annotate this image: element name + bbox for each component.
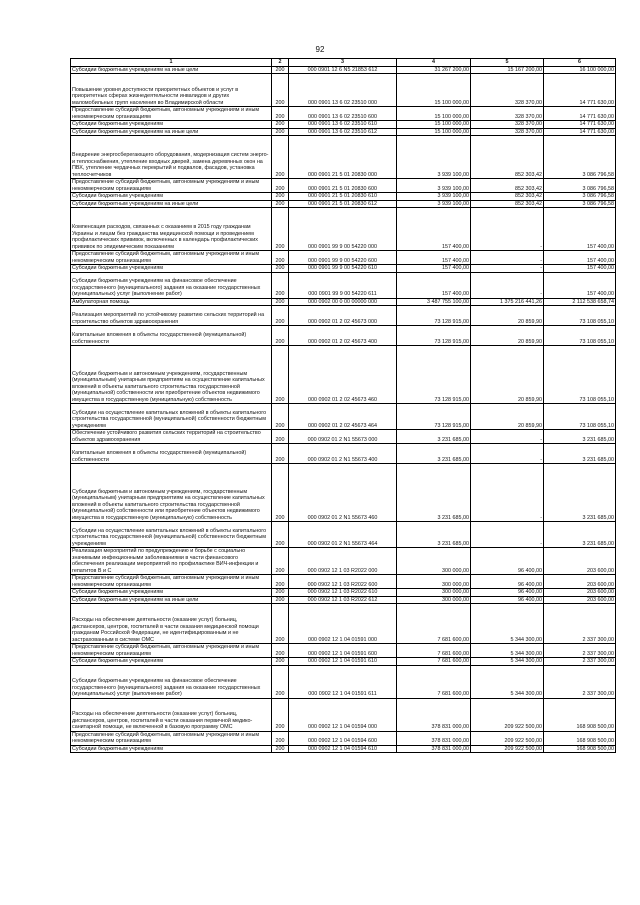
row-code: 200 (272, 575, 289, 589)
row-approved-amount: 300 000,00 (397, 575, 471, 589)
table-row (71, 698, 616, 731)
row-executed-amount: 852 303,42 (471, 179, 544, 193)
row-classification-code: 000 0902 01 2 N1 55673 000 (289, 430, 397, 444)
row-executed-amount: - (471, 265, 544, 273)
row-remaining-amount: 3 086 796,58 (544, 193, 616, 201)
row-remaining-amount: 73 108 055,10 (544, 346, 616, 404)
row-code: 200 (272, 698, 289, 731)
row-code: 200 (272, 644, 289, 658)
row-code: 200 (272, 128, 289, 136)
row-approved-amount: 300 000,00 (397, 596, 471, 604)
column-number: 6 (544, 59, 616, 67)
row-remaining-amount: 203 600,00 (544, 596, 616, 604)
table-row (71, 596, 616, 604)
row-remaining-amount: 3 231 685,00 (544, 522, 616, 548)
row-description: Предоставление субсидий бюджетным, автономным учреждениям и иным некоммерческим организациям (71, 251, 272, 265)
table-row (71, 644, 616, 658)
row-remaining-amount: 73 108 055,10 (544, 404, 616, 430)
row-description: Субсидии бюджетным учреждениям на финансовое обеспечение государственного (муниципального) задания на оказание государственных (муниципальных) услуг (выполнение работ) (71, 665, 272, 698)
table-row (71, 404, 616, 430)
row-approved-amount: 157 400,00 (397, 272, 471, 298)
row-remaining-amount: 2 337 300,00 (544, 644, 616, 658)
table-row (71, 107, 616, 121)
table-row (71, 179, 616, 193)
row-description: Субсидии бюджетным учреждениям на иные цели (71, 128, 272, 136)
row-approved-amount: 73 128 915,00 (397, 346, 471, 404)
row-executed-amount: - (471, 272, 544, 298)
row-classification-code: 000 0902 01 2 02 45673 460 (289, 346, 397, 404)
row-code: 200 (272, 596, 289, 604)
row-approved-amount: 3 939 100,00 (397, 193, 471, 201)
row-classification-code: 000 0902 01 2 N1 55673 464 (289, 522, 397, 548)
table-row (71, 128, 616, 136)
row-executed-amount: 96 400,00 (471, 596, 544, 604)
row-description: Амбулаторная помощь (71, 298, 272, 306)
row-executed-amount: - (471, 464, 544, 522)
row-remaining-amount: 2 337 300,00 (544, 604, 616, 644)
table-row (71, 346, 616, 404)
row-approved-amount: 3 231 685,00 (397, 444, 471, 464)
row-classification-code: 000 0902 12 1 03 R2022 600 (289, 575, 397, 589)
row-code: 200 (272, 74, 289, 107)
row-approved-amount: 3 939 100,00 (397, 200, 471, 208)
row-remaining-amount: 14 771 630,00 (544, 121, 616, 129)
row-description: Повышение уровня доступности приоритетных объектов и услуг в приоритетных сферах жизнедеятельности инвалидов и других маломобильных групп населения во Владимирской области (71, 74, 272, 107)
row-remaining-amount: 203 600,00 (544, 589, 616, 597)
row-executed-amount: 20 859,90 (471, 306, 544, 326)
table-row (71, 66, 616, 74)
row-approved-amount: 3 939 100,00 (397, 179, 471, 193)
row-classification-code: 000 0902 01 2 02 45673 000 (289, 306, 397, 326)
column-number: 2 (272, 59, 289, 67)
table-row (71, 272, 616, 298)
table-row (71, 548, 616, 575)
row-executed-amount: - (471, 430, 544, 444)
row-description: Субсидии на осуществление капитальных вложений в объекты капитального строительства государственной (муниципальной) собственности бюджетным учреждениям (71, 522, 272, 548)
table-row (71, 251, 616, 265)
row-classification-code: 000 0901 21 5 01 20830 610 (289, 193, 397, 201)
row-code: 200 (272, 107, 289, 121)
row-executed-amount: - (471, 522, 544, 548)
row-description: Обеспечение устойчивого развития сельских территорий на строительство объектов здравоохранения (71, 430, 272, 444)
row-description: Реализация мероприятий по устойчивому развитию сельских территорий на строительство объектов здравоохранения (71, 306, 272, 326)
row-remaining-amount: 157 400,00 (544, 272, 616, 298)
row-classification-code: 000 0901 21 5 01 20830 612 (289, 200, 397, 208)
row-description: Предоставление субсидий бюджетным, автономным учреждениям и иным некоммерческим организациям (71, 575, 272, 589)
row-classification-code: 000 0901 21 5 01 20830 000 (289, 136, 397, 179)
row-executed-amount: 852 303,42 (471, 136, 544, 179)
row-approved-amount: 300 000,00 (397, 589, 471, 597)
row-description: Субсидии бюджетным учреждениям (71, 589, 272, 597)
row-remaining-amount: 14 771 630,00 (544, 74, 616, 107)
row-approved-amount: 73 128 915,00 (397, 326, 471, 346)
row-executed-amount: 5 344 300,00 (471, 644, 544, 658)
row-remaining-amount: 3 086 796,58 (544, 136, 616, 179)
row-approved-amount: 15 100 000,00 (397, 128, 471, 136)
row-remaining-amount: 3 231 685,00 (544, 430, 616, 444)
row-classification-code: 000 0901 13 6 02 23510 600 (289, 107, 397, 121)
row-description: Субсидии бюджетным учреждениям на финансовое обеспечение государственного (муниципального) задания на оказание государственных (муниципальных) услуг (выполнение работ) (71, 272, 272, 298)
table-row (71, 575, 616, 589)
row-description: Предоставление субсидий бюджетным, автономным учреждениям и иным некоммерческим организациям (71, 731, 272, 745)
row-classification-code: 000 0902 12 1 04 01594 000 (289, 698, 397, 731)
column-number: 3 (289, 59, 397, 67)
row-classification-code: 000 0902 12 1 04 01594 600 (289, 731, 397, 745)
row-code: 200 (272, 658, 289, 666)
row-approved-amount: 7 681 600,00 (397, 604, 471, 644)
table-row (71, 136, 616, 179)
page-number: 92 (315, 45, 325, 54)
row-description: Субсидии бюджетным учреждениям (71, 745, 272, 753)
row-code: 200 (272, 121, 289, 129)
row-description: Капитальные вложения в объекты государственной (муниципальной) собственности (71, 444, 272, 464)
row-approved-amount: 157 400,00 (397, 208, 471, 251)
row-description: Субсидии бюджетным и автономным учреждениям, государственным (муниципальным) унитарным предприятиям на осуществление капитальных вложений в объекты капитального строительства государственной (муниципальной) собственности или приобретение объектов недвижимого имущества в государственную (муниципальную) собственность (71, 346, 272, 404)
row-remaining-amount: 73 108 055,10 (544, 326, 616, 346)
column-number: 1 (71, 59, 272, 67)
row-remaining-amount: 73 108 055,10 (544, 306, 616, 326)
row-remaining-amount: 3 231 685,00 (544, 464, 616, 522)
row-executed-amount: - (471, 444, 544, 464)
row-executed-amount: 96 400,00 (471, 548, 544, 575)
column-number: 4 (397, 59, 471, 67)
row-remaining-amount: 14 771 630,00 (544, 107, 616, 121)
row-description: Расходы на обеспечение деятельности (оказание услуг) больниц, диспансеров, центров, госпиталей в части оказания первичной медико-санитарной помощи, не включенной в базовую программу ОМС (71, 698, 272, 731)
row-classification-code: 000 0901 99 9 00 54220 611 (289, 272, 397, 298)
row-classification-code: 000 0901 99 9 00 54220 610 (289, 265, 397, 273)
row-approved-amount: 157 400,00 (397, 265, 471, 273)
row-classification-code: 000 0902 01 2 02 45673 464 (289, 404, 397, 430)
row-approved-amount: 15 100 000,00 (397, 121, 471, 129)
row-classification-code: 000 0901 13 6 02 23510 612 (289, 128, 397, 136)
row-description: Предоставление субсидий бюджетным, автономным учреждениям и иным некоммерческим организациям (71, 179, 272, 193)
row-executed-amount: 96 400,00 (471, 589, 544, 597)
row-classification-code: 000 0902 12 1 04 01591 610 (289, 658, 397, 666)
row-executed-amount: 96 400,00 (471, 575, 544, 589)
row-code: 200 (272, 346, 289, 404)
row-approved-amount: 3 231 685,00 (397, 522, 471, 548)
row-description: Субсидии бюджетным учреждениям (71, 121, 272, 129)
row-approved-amount: 31 267 200,00 (397, 66, 471, 74)
table-row (71, 265, 616, 273)
row-code: 200 (272, 66, 289, 74)
row-remaining-amount: 2 112 538 658,74 (544, 298, 616, 306)
row-remaining-amount: 203 600,00 (544, 548, 616, 575)
row-approved-amount: 300 000,00 (397, 548, 471, 575)
row-code: 200 (272, 745, 289, 753)
row-code: 200 (272, 444, 289, 464)
row-executed-amount: 852 303,42 (471, 200, 544, 208)
row-code: 200 (272, 298, 289, 306)
table-row (71, 193, 616, 201)
row-approved-amount: 15 100 000,00 (397, 74, 471, 107)
row-description: Субсидии бюджетным учреждениям на иные цели (71, 596, 272, 604)
row-remaining-amount: 168 908 500,00 (544, 731, 616, 745)
row-approved-amount: 3 487 755 100,00 (397, 298, 471, 306)
row-remaining-amount: 157 400,00 (544, 251, 616, 265)
row-classification-code: 000 0902 01 2 02 45673 400 (289, 326, 397, 346)
row-remaining-amount: 3 231 685,00 (544, 444, 616, 464)
row-executed-amount: 328 370,00 (471, 128, 544, 136)
row-code: 200 (272, 464, 289, 522)
row-description: Субсидии бюджетным и автономным учреждениям, государственным (муниципальным) унитарным предприятиям на осуществление капитальных вложений в объекты капитального строительства государственной (муниципальной) собственности или приобретение объектов недвижимого имущества в государственную (муниципальную) собственность (71, 464, 272, 522)
row-remaining-amount: 168 908 500,00 (544, 698, 616, 731)
row-approved-amount: 378 831 000,00 (397, 731, 471, 745)
row-classification-code: 000 0901 21 5 01 20830 600 (289, 179, 397, 193)
row-approved-amount: 3 231 685,00 (397, 430, 471, 444)
row-code: 200 (272, 200, 289, 208)
row-description: Субсидии бюджетным учреждениям (71, 658, 272, 666)
row-remaining-amount: 2 337 300,00 (544, 658, 616, 666)
row-description: Субсидии бюджетным учреждениям (71, 265, 272, 273)
row-code: 200 (272, 430, 289, 444)
row-approved-amount: 3 231 685,00 (397, 464, 471, 522)
row-executed-amount: 209 922 500,00 (471, 698, 544, 731)
row-executed-amount: - (471, 251, 544, 265)
row-remaining-amount: 2 337 300,00 (544, 665, 616, 698)
table-row (71, 208, 616, 251)
row-code: 200 (272, 136, 289, 179)
row-code: 200 (272, 326, 289, 346)
row-code: 200 (272, 604, 289, 644)
row-classification-code: 000 0902 01 2 N1 55673 400 (289, 444, 397, 464)
row-executed-amount: 328 370,00 (471, 74, 544, 107)
row-code: 200 (272, 731, 289, 745)
row-classification-code: 000 0901 99 9 00 54220 600 (289, 251, 397, 265)
row-code: 200 (272, 665, 289, 698)
row-description: Субсидии на осуществление капитальных вложений в объекты капитального строительства государственной (муниципальной) собственности бюджетным учреждениям (71, 404, 272, 430)
row-description: Внедрение энергосберегающего оборудования, модернизация систем энерго- и теплоснабжения, утепление входных дверей, замена деревянных окон на ПВХ, утепление чердачных перекрытий и подвалов, фасадов, установка теплосчетчиков (71, 136, 272, 179)
row-remaining-amount: 3 086 796,58 (544, 200, 616, 208)
row-code: 200 (272, 272, 289, 298)
row-approved-amount: 15 100 000,00 (397, 107, 471, 121)
row-executed-amount: 20 859,90 (471, 326, 544, 346)
row-approved-amount: 157 400,00 (397, 251, 471, 265)
row-description: Реализация мероприятий по предупреждению и борьбе с социально значимыми инфекционными заболеваниями в части финансового обеспечения реализации мероприятий по профилактике ВИЧ-инфекции и гепатитов В и С (71, 548, 272, 575)
table-row (71, 298, 616, 306)
row-executed-amount: 15 167 200,00 (471, 66, 544, 74)
row-code: 200 (272, 548, 289, 575)
row-remaining-amount: 16 100 000,00 (544, 66, 616, 74)
table-row (71, 522, 616, 548)
row-description: Предоставление субсидий бюджетным, автономным учреждениям и иным некоммерческим организациям (71, 644, 272, 658)
row-remaining-amount: 3 086 796,58 (544, 179, 616, 193)
row-executed-amount: 328 370,00 (471, 121, 544, 129)
row-classification-code: 000 0902 01 2 N1 55673 460 (289, 464, 397, 522)
row-description: Расходы на обеспечение деятельности (оказание услуг) больниц, диспансеров, центров, госпиталей в части оказания медицинской помощи гражданам Российской Федерации, не идентифицированным и не застрахованным в системе ОМС (71, 604, 272, 644)
row-classification-code: 000 0902 12 1 04 01591 000 (289, 604, 397, 644)
row-remaining-amount: 203 600,00 (544, 575, 616, 589)
table-row (71, 665, 616, 698)
row-remaining-amount: 14 771 630,00 (544, 128, 616, 136)
row-classification-code: 000 0901 12 6 N5 21853 612 (289, 66, 397, 74)
row-code: 200 (272, 179, 289, 193)
row-description: Субсидии бюджетным учреждениям (71, 193, 272, 201)
row-remaining-amount: 157 400,00 (544, 265, 616, 273)
row-executed-amount: 209 922 500,00 (471, 745, 544, 753)
budget-table (70, 58, 616, 753)
table-row (71, 121, 616, 129)
row-approved-amount: 7 681 600,00 (397, 658, 471, 666)
row-code: 200 (272, 265, 289, 273)
row-approved-amount: 378 831 000,00 (397, 698, 471, 731)
row-remaining-amount: 168 908 500,00 (544, 745, 616, 753)
table-row (71, 306, 616, 326)
row-code: 200 (272, 404, 289, 430)
row-approved-amount: 3 939 100,00 (397, 136, 471, 179)
table-row (71, 74, 616, 107)
row-executed-amount: 5 344 300,00 (471, 665, 544, 698)
row-executed-amount: 209 922 500,00 (471, 731, 544, 745)
row-approved-amount: 73 128 915,00 (397, 404, 471, 430)
row-approved-amount: 7 681 600,00 (397, 665, 471, 698)
row-description: Капитальные вложения в объекты государственной (муниципальной) собственности (71, 326, 272, 346)
table-row (71, 430, 616, 444)
row-description: Субсидии бюджетным учреждениям на иные цели (71, 66, 272, 74)
row-code: 200 (272, 193, 289, 201)
table-row (71, 444, 616, 464)
row-executed-amount: - (471, 208, 544, 251)
table-row (71, 604, 616, 644)
table-row (71, 589, 616, 597)
row-executed-amount: 20 859,90 (471, 346, 544, 404)
row-executed-amount: 5 344 300,00 (471, 604, 544, 644)
row-description: Компенсация расходов, связанных с оказанием в 2015 году гражданам Украины и лицам без гражданства медицинской помощи и проведением профилактических прививок, включенных в календарь профилактических прививок по эпидемическим показаниям (71, 208, 272, 251)
table-row (71, 658, 616, 666)
row-executed-amount: 1 375 216 441,26 (471, 298, 544, 306)
row-classification-code: 000 0902 12 1 03 R2022 000 (289, 548, 397, 575)
row-code: 200 (272, 306, 289, 326)
row-executed-amount: 852 303,42 (471, 193, 544, 201)
row-code: 200 (272, 522, 289, 548)
row-code: 200 (272, 208, 289, 251)
row-code: 200 (272, 589, 289, 597)
row-description: Предоставление субсидий бюджетным, автономным учреждениям и иным некоммерческим организациям (71, 107, 272, 121)
row-classification-code: 000 0902 12 1 03 R2022 612 (289, 596, 397, 604)
table-row (71, 731, 616, 745)
row-approved-amount: 7 681 600,00 (397, 644, 471, 658)
table-row (71, 464, 616, 522)
row-approved-amount: 378 831 000,00 (397, 745, 471, 753)
row-description: Субсидии бюджетным учреждениям на иные цели (71, 200, 272, 208)
row-classification-code: 000 0902 00 0 00 00000 000 (289, 298, 397, 306)
table-row (71, 745, 616, 753)
row-code: 200 (272, 251, 289, 265)
column-number: 5 (471, 59, 544, 67)
row-executed-amount: 20 859,90 (471, 404, 544, 430)
column-number-row (71, 59, 616, 67)
row-executed-amount: 328 370,00 (471, 107, 544, 121)
row-classification-code: 000 0901 99 9 00 54220 000 (289, 208, 397, 251)
row-classification-code: 000 0902 12 1 04 01594 610 (289, 745, 397, 753)
row-remaining-amount: 157 400,00 (544, 208, 616, 251)
row-classification-code: 000 0901 13 6 02 23510 610 (289, 121, 397, 129)
row-classification-code: 000 0902 12 1 04 01591 611 (289, 665, 397, 698)
row-classification-code: 000 0902 12 1 03 R2022 610 (289, 589, 397, 597)
table-row (71, 326, 616, 346)
row-executed-amount: 5 344 300,00 (471, 658, 544, 666)
table-row (71, 200, 616, 208)
row-classification-code: 000 0902 12 1 04 01591 600 (289, 644, 397, 658)
row-approved-amount: 73 128 915,00 (397, 306, 471, 326)
row-classification-code: 000 0901 13 6 02 23510 000 (289, 74, 397, 107)
